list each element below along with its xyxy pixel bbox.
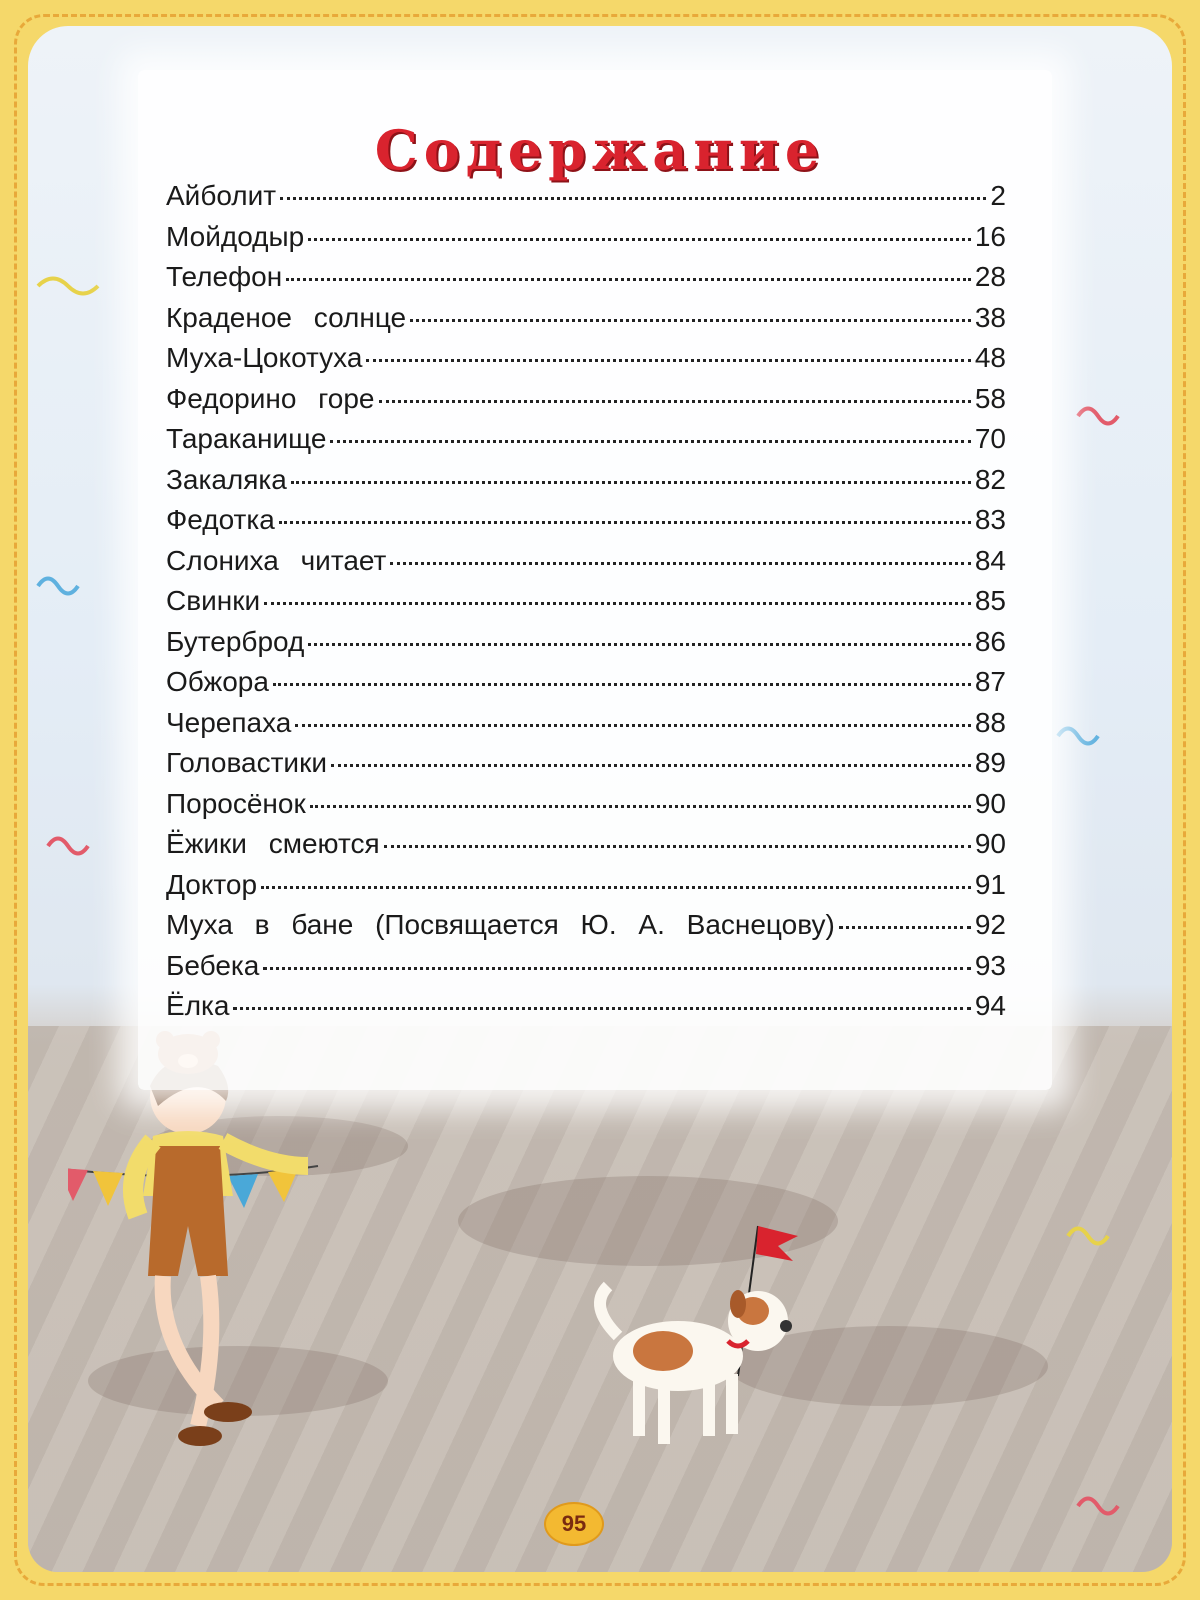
toc-leader-dots xyxy=(410,319,971,322)
toc-leader-dots xyxy=(390,562,970,565)
toc-entry-page: 90 xyxy=(974,787,1006,819)
toc-leader-dots xyxy=(308,238,971,241)
toc-row xyxy=(166,990,1006,1031)
toc-row xyxy=(166,342,1006,383)
toc-leader-dots xyxy=(366,359,970,362)
toc-leader-dots xyxy=(308,643,971,646)
toc-entry-page: 93 xyxy=(974,949,1006,981)
toc-leader-dots xyxy=(295,724,970,727)
toc-entry-page: 94 xyxy=(974,990,1006,1021)
toc-leader-dots xyxy=(384,845,971,848)
toc-entry-title: Айболит xyxy=(166,180,277,211)
toc-entry-page: 2 xyxy=(990,180,1006,211)
toc-entry-page: 86 xyxy=(974,625,1006,657)
boy-illustration xyxy=(68,1026,388,1486)
toc-entry-title: Бутерброд xyxy=(166,625,305,657)
toc-row xyxy=(166,909,1006,950)
toc-leader-dots xyxy=(279,521,971,524)
toc-leader-dots xyxy=(233,1007,970,1010)
toc-row xyxy=(166,747,1006,788)
page-number-badge: 95 xyxy=(544,1502,604,1546)
toc-leader-dots xyxy=(330,440,970,443)
toc-entry-page: 85 xyxy=(974,585,1006,616)
table-of-contents xyxy=(166,180,1006,1031)
toc-entry-page: 84 xyxy=(974,544,1006,576)
toc-entry-title: Мойдодыр xyxy=(166,220,305,252)
toc-row xyxy=(166,221,1006,262)
toc-entry-page: 90 xyxy=(974,828,1006,859)
toc-entry-title: Федорино горе xyxy=(166,382,375,414)
confetti xyxy=(38,816,98,876)
confetti xyxy=(1058,1206,1128,1276)
toc-leader-dots xyxy=(331,764,971,767)
toc-leader-dots xyxy=(273,683,971,686)
toc-entry-page: 87 xyxy=(974,666,1006,697)
toc-entry-page: 70 xyxy=(974,423,1006,454)
toc-entry-page: 38 xyxy=(974,301,1006,333)
toc-row xyxy=(166,180,1006,221)
toc-row xyxy=(166,950,1006,991)
toc-entry-page: 88 xyxy=(974,706,1006,738)
confetti xyxy=(28,556,88,616)
toc-entry-page: 16 xyxy=(974,220,1006,252)
toc-entry-title: Ёжики смеются xyxy=(166,828,380,859)
toc-entry-page: 83 xyxy=(974,504,1006,535)
toc-row xyxy=(166,302,1006,343)
toc-leader-dots xyxy=(286,278,971,281)
confetti xyxy=(1048,706,1118,776)
toc-row xyxy=(166,666,1006,707)
dog-illustration xyxy=(588,1206,828,1456)
toc-entry-page: 89 xyxy=(974,747,1006,778)
toc-row xyxy=(166,869,1006,910)
toc-leader-dots xyxy=(280,197,986,200)
toc-entry-page: 92 xyxy=(974,909,1006,940)
toc-entry-page: 28 xyxy=(974,261,1006,292)
toc-row xyxy=(166,626,1006,667)
toc-entry-title: Свинки xyxy=(166,585,261,616)
toc-entry-title: Головастики xyxy=(166,747,327,778)
toc-entry-page: 82 xyxy=(974,463,1006,495)
toc-row xyxy=(166,464,1006,505)
toc-row xyxy=(166,545,1006,586)
toc-row xyxy=(166,788,1006,829)
toc-entry-title: Тараканище xyxy=(166,423,327,454)
toc-leader-dots xyxy=(261,886,971,889)
toc-entry-page: 91 xyxy=(974,868,1006,900)
toc-entry-title: Закаляка xyxy=(166,463,287,495)
toc-entry-title: Обжора xyxy=(166,666,269,697)
toc-entry-title: Федотка xyxy=(166,504,275,535)
toc-row xyxy=(166,383,1006,424)
toc-entry-title: Поросёнок xyxy=(166,787,306,819)
toc-row xyxy=(166,423,1006,464)
toc-entry-title: Ёлка xyxy=(166,990,230,1021)
toc-entry-title: Слониха читает xyxy=(166,544,387,576)
toc-entry-title: Доктор xyxy=(166,868,258,900)
toc-row xyxy=(166,585,1006,626)
confetti xyxy=(28,266,108,346)
toc-entry-title: Телефон xyxy=(166,261,283,292)
page-title: Содержание xyxy=(374,118,826,182)
toc-row xyxy=(166,261,1006,302)
toc-leader-dots xyxy=(291,481,971,484)
toc-row xyxy=(166,707,1006,748)
toc-leader-dots xyxy=(310,805,971,808)
toc-entry-title: Муха в бане (Посвящается Ю. А. Васнецову) xyxy=(166,909,835,940)
toc-row xyxy=(166,504,1006,545)
toc-leader-dots xyxy=(263,967,970,970)
toc-entry-title: Муха-Цокотуха xyxy=(166,342,363,373)
toc-entry-title: Черепаха xyxy=(166,706,292,738)
toc-entry-page: 48 xyxy=(974,342,1006,373)
toc-leader-dots xyxy=(839,926,971,929)
toc-row xyxy=(166,828,1006,869)
toc-entry-page: 58 xyxy=(974,382,1006,414)
toc-entry-title: Краденое солнце xyxy=(166,301,407,333)
toc-leader-dots xyxy=(379,400,971,403)
confetti xyxy=(1068,1476,1138,1546)
toc-entry-title: Бебека xyxy=(166,949,260,981)
confetti xyxy=(1068,386,1138,456)
toc-leader-dots xyxy=(264,602,971,605)
